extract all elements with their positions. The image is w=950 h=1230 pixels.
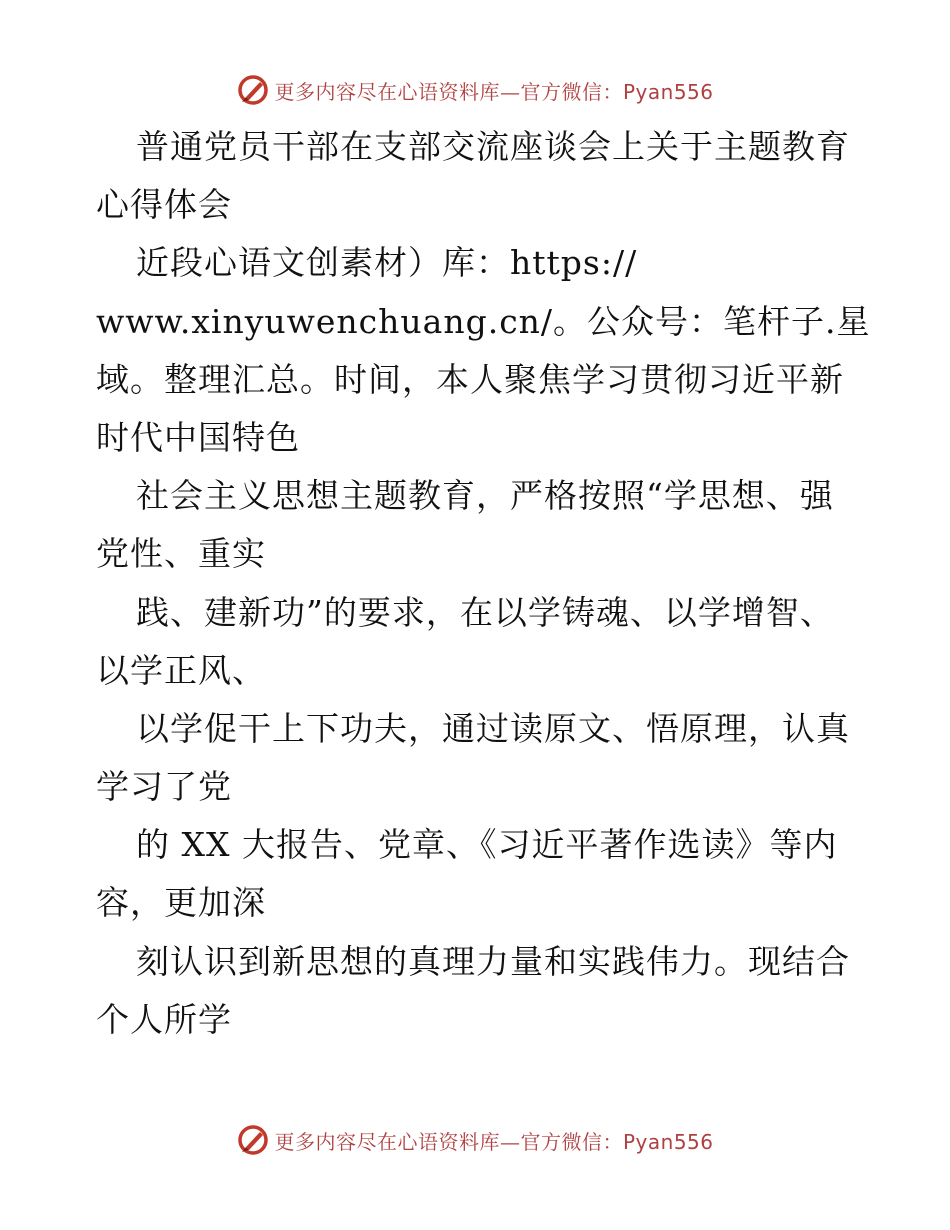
- banner-wechat-id: Pyan556: [622, 79, 714, 104]
- footer-banner: [0, 1120, 950, 1160]
- text-line: 近段心语文创素材）库：https://: [136, 243, 638, 283]
- pen-logo-icon: [236, 1123, 270, 1157]
- text-line: 践、建新功”的要求，在以学铸魂、以学增智、: [136, 592, 834, 632]
- pen-logo-icon: [236, 73, 270, 107]
- text-line: 党性、重实: [96, 534, 266, 574]
- text-line: 域。整理汇总。时间，本人聚焦学习贯彻习近平新: [96, 359, 844, 399]
- text-line: 普通党员干部在支部交流座谈会上关于主题教育: [136, 127, 850, 166]
- text-line: 容，更加深: [96, 883, 266, 923]
- document-body: [96, 118, 871, 1049]
- text-line: 个人所学: [96, 999, 232, 1039]
- text-line: 学习了党: [96, 767, 232, 807]
- text-line: 时代中国特色: [96, 417, 300, 457]
- banner-wechat-id: Pyan556: [622, 1129, 714, 1154]
- text-line: 心得体会: [96, 185, 232, 225]
- text-line: 社会主义思想主题教育，严格按照“学思想、强: [136, 476, 834, 516]
- banner-text: 更多内容尽在心语资料库—官方微信：: [274, 1129, 623, 1154]
- banner-text: 更多内容尽在心语资料库—官方微信：: [274, 79, 623, 104]
- text-line: www.xinyuwenchuang.cn/。公众号：笔杆子.星: [96, 301, 871, 341]
- header-banner: [0, 70, 950, 110]
- text-line: 刻认识到新思想的真理力量和实践伟力。现结合: [136, 941, 850, 981]
- text-line: 以学促干上下功夫，通过读原文、悟原理，认真: [136, 708, 850, 748]
- text-line: 以学正风、: [96, 650, 266, 690]
- text-line: 的 XX 大报告、党章、《习近平著作选读》等内: [136, 825, 838, 865]
